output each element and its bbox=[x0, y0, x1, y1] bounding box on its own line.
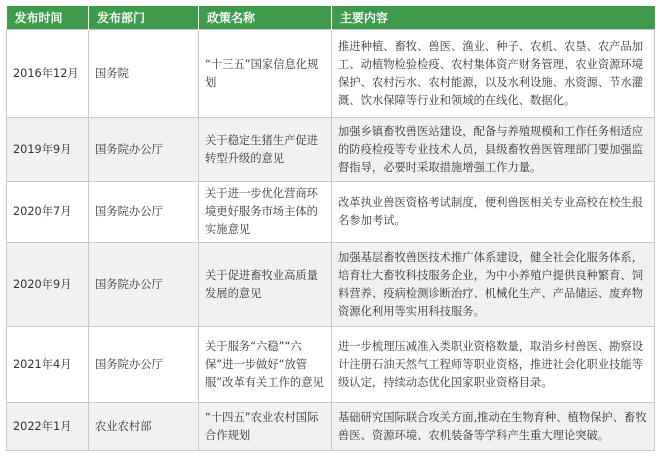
cell-policy-name: 关于稳定生猪生产促进转型升级的意见 bbox=[199, 118, 332, 182]
cell-date: 2020年9月 bbox=[7, 243, 89, 327]
cell-main-content: 改革执业兽医资格考试制度，便利兽医相关专业高校在校生报名参加考试。 bbox=[332, 182, 655, 243]
cell-date: 2022年1月 bbox=[7, 403, 89, 451]
table-row bbox=[7, 327, 655, 403]
table-row bbox=[7, 30, 655, 118]
cell-department: 国务院办公厅 bbox=[89, 182, 199, 243]
header-department: 发布部门 bbox=[89, 6, 199, 30]
header-main-content: 主要内容 bbox=[332, 6, 655, 30]
cell-main-content: 推进种植、畜牧、兽医、渔业、种子、农机、农垦、农产品加工、动植物检验检疫、农村集体资产财务管理、农业资源环境保护、农村污水、农村能源，以及水利设施、水资源、节水灌溉、饮水保障等行业和领域的在线化、数据化。 bbox=[332, 30, 655, 118]
table-header-row bbox=[7, 6, 655, 30]
table-row bbox=[7, 118, 655, 182]
cell-policy-name: 关于服务“六稳”“六保”进一步做好“放管服”改革有关工作的意见 bbox=[199, 327, 332, 403]
cell-department: 国务院 bbox=[89, 30, 199, 118]
policy-table bbox=[6, 6, 655, 451]
cell-department: 国务院办公厅 bbox=[89, 118, 199, 182]
cell-date: 2019年9月 bbox=[7, 118, 89, 182]
cell-date: 2021年4月 bbox=[7, 327, 89, 403]
cell-department: 国务院办公厅 bbox=[89, 243, 199, 327]
cell-policy-name: 关于进一步优化营商环境更好服务市场主体的实施意见 bbox=[199, 182, 332, 243]
cell-department: 国务院办公厅 bbox=[89, 327, 199, 403]
table-row bbox=[7, 243, 655, 327]
cell-main-content: 加强乡镇畜牧兽医站建设，配备与养殖规模和工作任务相适应的防疫检疫等专业技术人员，县级畜牧兽医管理部门要加强监督指导，必要时采取措施增强工作力量。 bbox=[332, 118, 655, 182]
cell-date: 2016年12月 bbox=[7, 30, 89, 118]
header-date: 发布时间 bbox=[7, 6, 89, 30]
cell-policy-name: “十三五”国家信息化规划 bbox=[199, 30, 332, 118]
header-policy-name: 政策名称 bbox=[199, 6, 332, 30]
cell-date: 2020年7月 bbox=[7, 182, 89, 243]
cell-main-content: 加强基层畜牧兽医技术推广体系建设，健全社会化服务体系，培育壮大畜牧科技服务企业，为中小养殖户提供良种繁育、饲料营养、疫病检测诊断治疗、机械化生产、产品储运、废弃物资源化利用等实用科技服务。 bbox=[332, 243, 655, 327]
cell-main-content: 进一步梳理压减准入类职业资格数量，取消乡村兽医、勘察设计注册石油天然气工程师等职业资格，推进社会化职业技能等级认定，持续动态优化国家职业资格目录。 bbox=[332, 327, 655, 403]
table-row bbox=[7, 182, 655, 243]
cell-policy-name: “十四五”农业农村国际合作规划 bbox=[199, 403, 332, 451]
table-row bbox=[7, 403, 655, 451]
cell-department: 农业农村部 bbox=[89, 403, 199, 451]
cell-policy-name: 关于促进畜牧业高质量发展的意见 bbox=[199, 243, 332, 327]
cell-main-content: 基础研究国际联合攻关方面,推动在生物育种、植物保护、畜牧兽医、资源环境、农机装备等学科产生重大理论突破。 bbox=[332, 403, 655, 451]
